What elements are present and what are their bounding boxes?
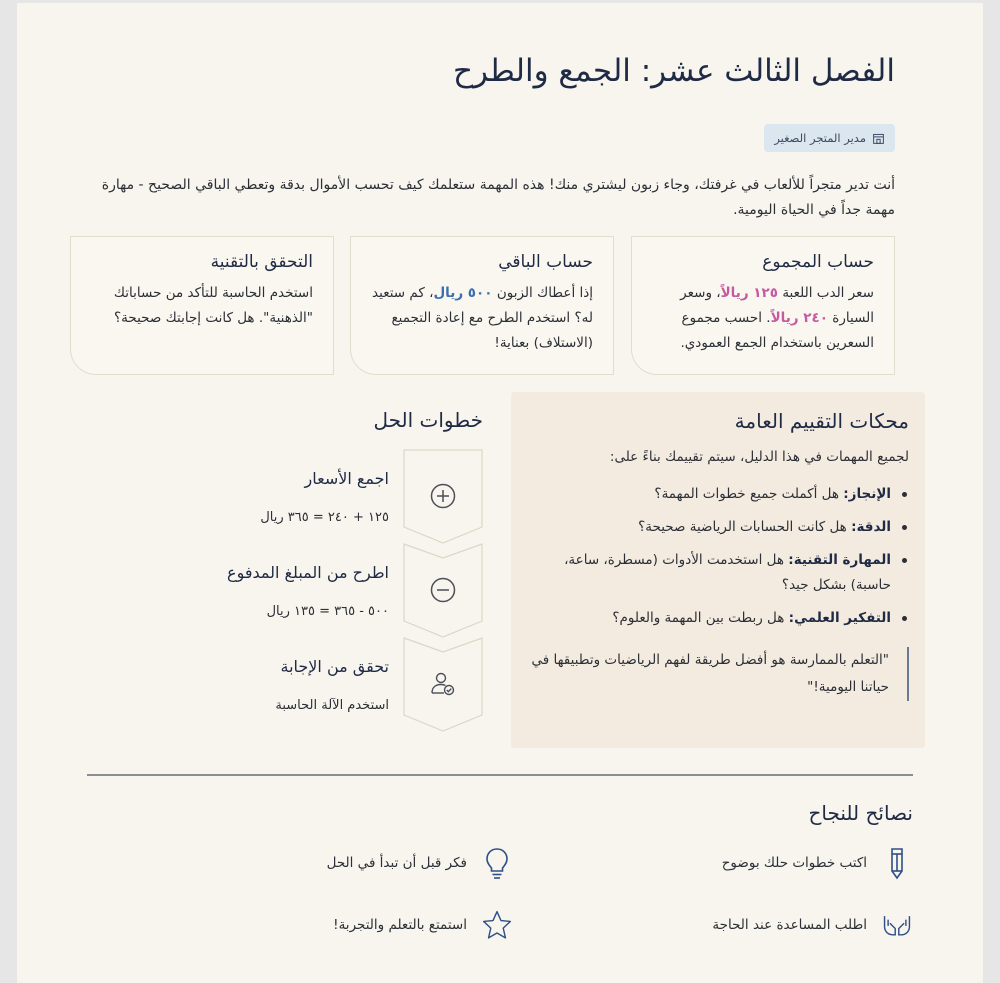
helping-hands-icon [881, 907, 913, 943]
step-3 [83, 637, 483, 732]
criteria-text: هل كانت الحسابات الرياضية صحيحة؟ [638, 519, 852, 535]
tip-item [333, 905, 513, 945]
minus-circle-icon [429, 576, 457, 604]
step-detail: ١٢٥ + ٢٤٠ = ٣٦٥ ريال [260, 510, 389, 525]
card-text-part: إذا أعطاك الزبون [492, 285, 593, 301]
card-text-part: سعر الدب اللعبة [778, 285, 874, 301]
tip-text: اكتب خطوات حلك بوضوح [721, 855, 867, 871]
star-icon [481, 907, 513, 943]
step-2 [83, 543, 483, 638]
criteria-label: المهارة التقنية: [788, 552, 891, 568]
price-car: ٢٤٠ ريالاً [770, 310, 829, 326]
list-item [527, 482, 909, 507]
store-icon [872, 132, 885, 145]
intro-paragraph: أنت تدير متجراً للألعاب في غرفتك، وجاء زبون ليشتري منك! هذه المهمة ستعلمك كيف تحسب الأموال بدقة وتعطي الباقي الصحيح - مهارة مهمة جداً في الحياة اليومية. [101, 177, 895, 218]
card-title: حساب الباقي [498, 252, 593, 272]
page [17, 3, 983, 983]
tip-text: فكر قبل أن تبدأ في الحل [326, 855, 467, 871]
criteria-list [527, 482, 909, 631]
card-change [350, 236, 614, 375]
price-bear: ١٢٥ ريالاً [720, 285, 779, 301]
card-text-part: ، وسعر السيارة [680, 285, 874, 326]
card-title: التحقق بالتقنية [210, 252, 313, 272]
tip-item [722, 843, 913, 883]
badge-label: مدير المتجر الصغير [774, 131, 866, 145]
criteria-label: التفكير العلمي: [788, 610, 891, 626]
section-divider [87, 774, 913, 776]
card-verify [70, 236, 334, 375]
tip-text: استمتع بالتعلم والتجربة! [333, 917, 467, 933]
criteria-text: هل أكملت جميع خطوات المهمة؟ [654, 486, 844, 502]
list-item [527, 606, 909, 631]
criteria-label: الدقة: [851, 519, 891, 535]
step-detail: ٥٠٠ - ٣٦٥ = ١٣٥ ريال [266, 604, 389, 619]
paid-amount: ٥٠٠ ريال [433, 285, 493, 301]
criteria-label: الإنجاز: [843, 486, 891, 502]
card-text [371, 281, 593, 356]
tip-item [712, 905, 913, 945]
pencil-icon [881, 845, 913, 881]
criteria-text: هل ربطت بين المهمة والعلوم؟ [612, 610, 789, 626]
tips-title: نصائح للنجاح [808, 801, 913, 825]
user-check-icon [429, 670, 457, 698]
step-1 [83, 449, 483, 544]
plus-circle-icon [429, 482, 457, 510]
role-badge [764, 124, 895, 152]
criteria-intro: لجميع المهمات في هذا الدليل، سيتم تقييمك بناءً على: [609, 449, 909, 465]
step-title: اطرح من المبلغ المدفوع [227, 563, 389, 582]
step-title: اجمع الأسعار [304, 469, 389, 488]
quote: "التعلم بالممارسة هو أفضل طريقة لفهم الرياضيات وتطبيقها في حياتنا اليومية!" [527, 647, 909, 701]
card-text-part: . احسب مجموع السعرين باستخدام الجمع العمودي. [680, 310, 874, 351]
card-title: حساب المجموع [762, 252, 874, 272]
tip-item [327, 843, 513, 883]
page-title: الفصل الثالث عشر: الجمع والطرح [452, 53, 895, 89]
list-item [527, 548, 909, 598]
card-text [652, 281, 874, 356]
step-detail: استخدم الآلة الحاسبة [275, 698, 389, 713]
card-sum [631, 236, 895, 375]
tip-text: اطلب المساعدة عند الحاجة [712, 917, 867, 933]
card-text-part: ، كم ستعيد له؟ استخدم الطرح مع إعادة التجميع (الاستلاف) بعناية! [372, 285, 593, 351]
task-cards [70, 236, 895, 375]
steps-title: خطوات الحل [373, 408, 483, 432]
criteria-text: هل استخدمت الأدوات (مسطرة، ساعة، حاسبة) بشكل جيد؟ [564, 552, 891, 593]
list-item [527, 515, 909, 540]
step-title: تحقق من الإجابة [280, 657, 389, 676]
criteria-panel [511, 392, 925, 748]
card-text: استخدم الحاسبة للتأكد من حساباتك "الذهنية". هل كانت إجابتك صحيحة؟ [113, 285, 313, 326]
lightbulb-icon [481, 845, 513, 881]
criteria-title: محكات التقييم العامة [734, 409, 909, 433]
